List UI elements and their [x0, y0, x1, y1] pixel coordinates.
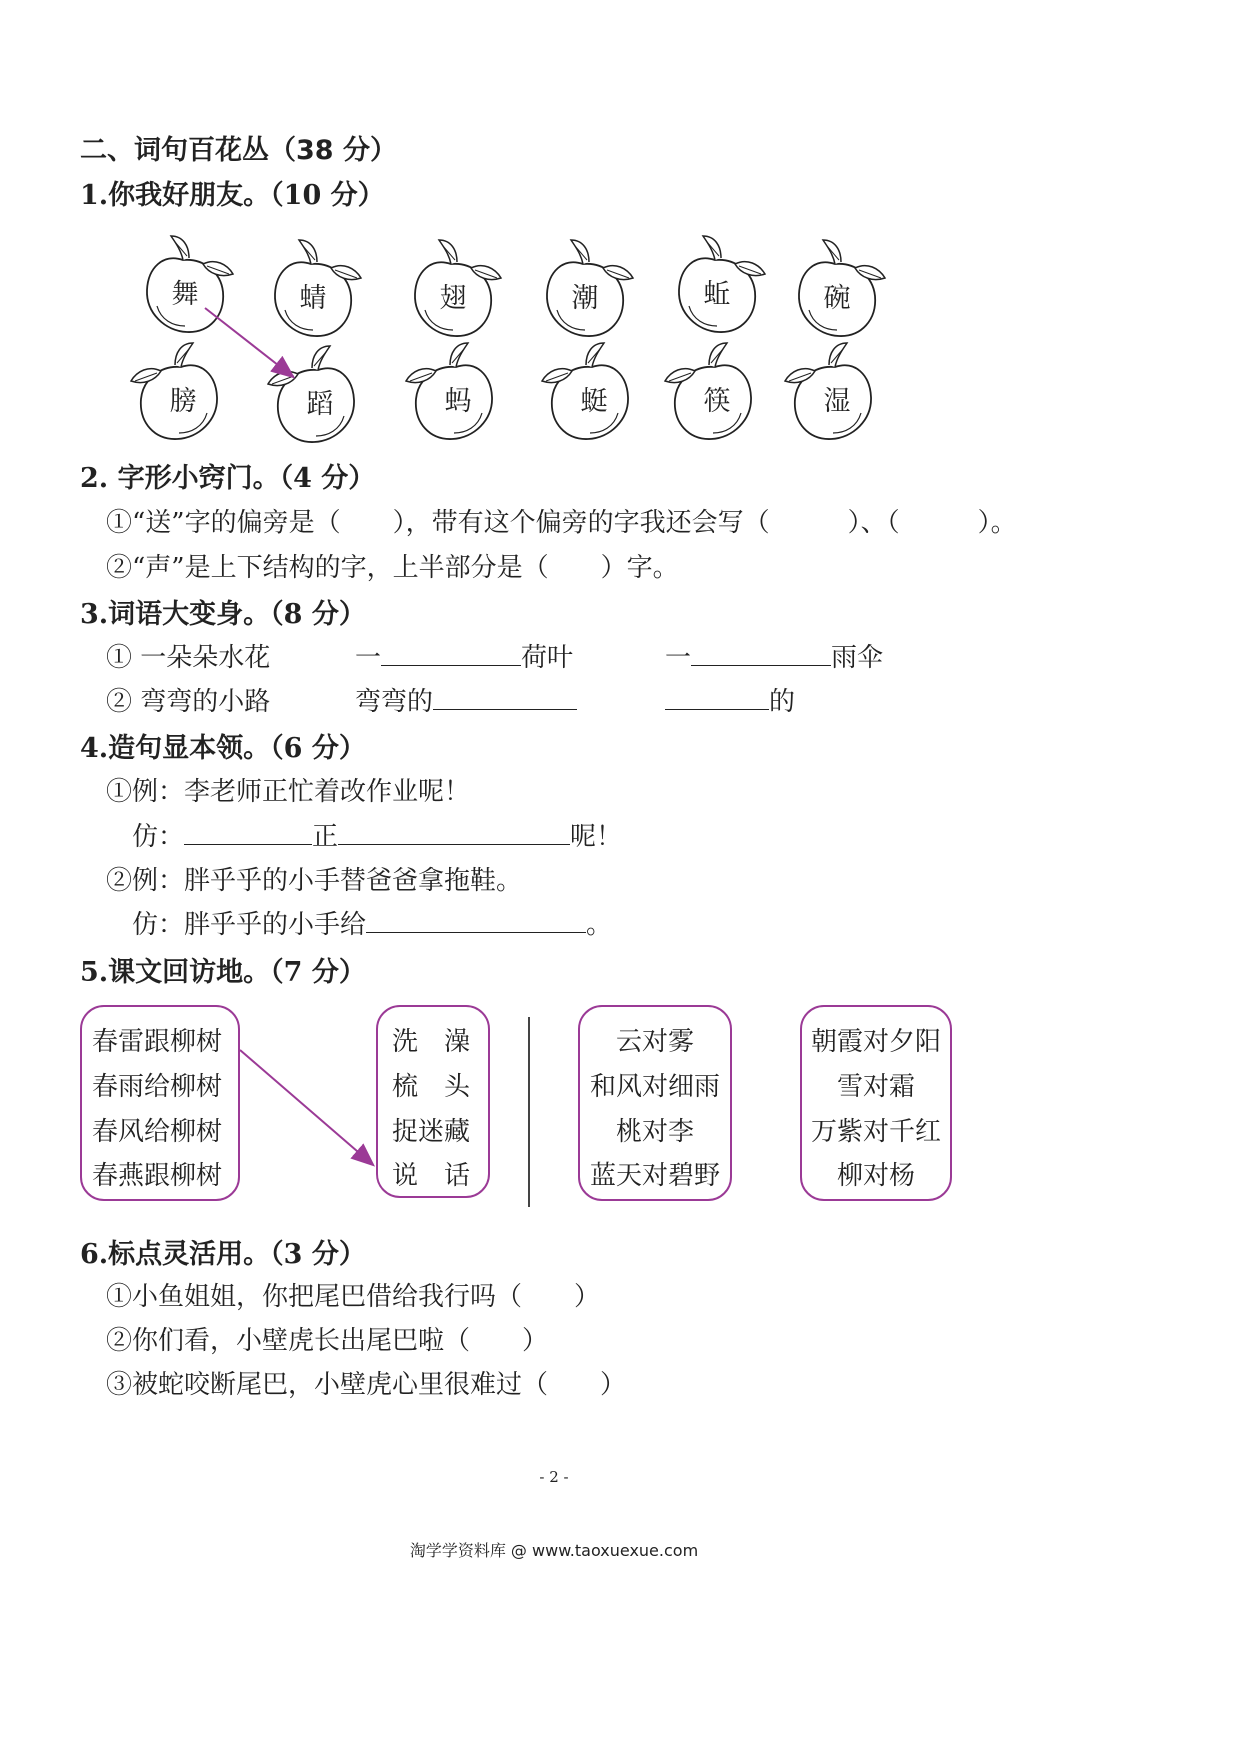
box1-item: 春雷跟柳树: [92, 1027, 223, 1057]
fill-blank[interactable]: [381, 643, 521, 666]
peach-char: 湿: [823, 386, 851, 417]
box4-item: 万紫对千红: [810, 1117, 941, 1147]
q3-title: 3.词语大变身。（8 分）: [80, 599, 366, 630]
box4-item: 柳对杨: [836, 1161, 915, 1191]
q2-line-2: ②“声”是上下结构的字，上半部分是（ ）字。: [106, 553, 679, 583]
q4-fill-2-suffix: 。: [586, 910, 613, 940]
peach-char: 潮: [571, 283, 599, 314]
section-title: 二、词句百花丛（38 分）: [80, 135, 397, 166]
footer-watermark: 淘学学资料库 @ www.taoxuexue.com: [409, 1541, 699, 1560]
peach-char: 蹈: [306, 389, 334, 420]
box3-item: 云对雾: [615, 1027, 694, 1057]
q6-line-1: ①小鱼姐姐，你把尾巴借给我行吗（ ）: [106, 1282, 601, 1312]
page-number: - 2 -: [539, 1468, 569, 1486]
q4-fill-1: [132, 816, 622, 853]
peach-char: 翅: [439, 283, 467, 314]
fill-blank[interactable]: [338, 822, 570, 845]
box4-item: 雪对霜: [836, 1072, 915, 1102]
q2-line-1: ①“送”字的偏旁是（ ），带有这个偏旁的字我还会写（ ）、（ ）。: [106, 508, 1017, 538]
peach-char: 蜓: [580, 386, 608, 417]
q4-fill-1-suffix: 呢！: [570, 822, 623, 852]
peach-char: 筷: [703, 386, 731, 417]
q3-r1-c3-suffix: 雨伞: [831, 643, 884, 673]
box3-item: 和风对细雨: [589, 1072, 720, 1102]
peach-char: 蚂: [444, 386, 472, 417]
box1-item: 春雨给柳树: [92, 1072, 223, 1102]
box3-item: 桃对李: [615, 1117, 694, 1147]
box2-item: 捉迷藏: [392, 1117, 471, 1147]
q4-title: 4.造句显本领。（6 分）: [80, 733, 366, 764]
q3-r2-c2: [355, 681, 577, 718]
fill-blank[interactable]: [433, 687, 577, 710]
q6-line-2: ②你们看，小壁虎长出尾巴啦（ ）: [106, 1326, 549, 1356]
q3-r1-c1: ① 一朵朵水花: [106, 643, 271, 673]
fill-blank[interactable]: [184, 822, 312, 845]
divider: [528, 1017, 530, 1207]
q3-r2-c3: [665, 681, 795, 718]
q4-fill-2: [132, 904, 612, 941]
q4-fill-1-mid: 正: [312, 822, 339, 852]
fill-blank[interactable]: [366, 910, 586, 933]
q3-r1-c2-suffix: 荷叶: [521, 643, 574, 673]
box2-item: 说 话: [392, 1161, 471, 1191]
box2-item: 洗 澡: [392, 1027, 471, 1057]
q3-r1-c2: [355, 637, 573, 674]
q3-r1-c2-prefix: 一: [355, 643, 382, 673]
q6-line-3: ③被蛇咬断尾巴，小壁虎心里很难过（ ）: [106, 1370, 627, 1400]
peach-char: 蚯: [703, 279, 731, 310]
box1-item: 春风给柳树: [92, 1117, 223, 1147]
q3-r1-c3: [665, 637, 883, 674]
q4-example-1: ①例：李老师正忙着改作业呢！: [106, 777, 471, 807]
q3-r2-c2-prefix: 弯弯的: [355, 687, 434, 717]
q4-fill-2-prefix: 仿：胖乎乎的小手给: [132, 910, 367, 940]
fill-blank[interactable]: [691, 643, 831, 666]
q4-fill-1-prefix: 仿：: [132, 822, 185, 852]
q4-example-2: ②例：胖乎乎的小手替爸爸拿拖鞋。: [106, 866, 523, 896]
q3-r2-c1: ② 弯弯的小路: [106, 687, 271, 717]
fill-blank[interactable]: [665, 687, 769, 710]
peach-char: 舞: [171, 279, 199, 310]
q2-title: 2. 字形小窍门。（4 分）: [80, 463, 376, 494]
peach-char: 蜻: [299, 283, 327, 314]
q3-r2-c3-suffix: 的: [769, 687, 796, 717]
example-arrow-q1: [205, 308, 292, 376]
box4-item: 朝霞对夕阳: [810, 1027, 941, 1057]
peach-char: 碗: [823, 283, 851, 314]
example-arrow-q5: [240, 1050, 372, 1164]
box2-item: 梳 头: [392, 1072, 471, 1102]
q1-title: 1.你我好朋友。（10 分）: [80, 180, 385, 211]
box3-item: 蓝天对碧野: [589, 1161, 720, 1191]
q3-r1-c3-prefix: 一: [665, 643, 692, 673]
q5-title: 5.课文回访地。（7 分）: [80, 957, 366, 988]
box1-item: 春燕跟柳树: [92, 1161, 223, 1191]
peach-char: 膀: [169, 386, 197, 417]
q6-title: 6.标点灵活用。（3 分）: [80, 1239, 366, 1270]
